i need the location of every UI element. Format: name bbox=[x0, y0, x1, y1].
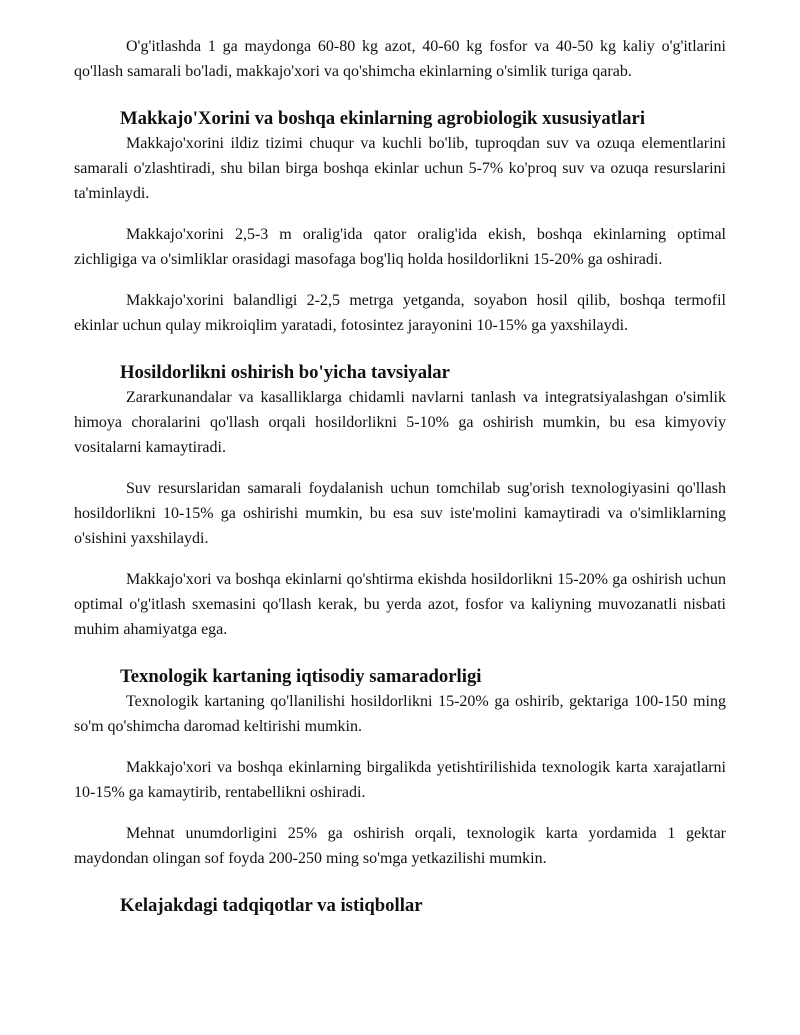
section-heading: Hosildorlikni oshirish bo'yicha tavsiyalar bbox=[120, 362, 450, 383]
paragraph: Mehnat unumdorligini 25% ga oshirish orqali, texnologik karta yordamida 1 gektar maydondan olingan sof foyda 200-250 ming so'mga yetkazilishi mumkin. bbox=[74, 825, 726, 867]
paragraph: Zararkunandalar va kasalliklarga chidamli navlarni tanlash va integratsiyalashgan o'simlik himoya choralarini qo'llash orqali hosildorlikni 5-10% ga oshirish mumkin, bu esa kimyoviy vositalarni kamaytiradi. bbox=[74, 389, 726, 456]
paragraph: Texnologik kartaning qo'llanilishi hosildorlikni 15-20% ga oshirib, gektariga 100-150 ming so'm qo'shimcha daromad keltirishi mumkin. bbox=[74, 693, 726, 735]
section-heading: Texnologik kartaning iqtisodiy samaradorligi bbox=[120, 666, 482, 687]
section-heading: Kelajakdagi tadqiqotlar va istiqbollar bbox=[120, 895, 423, 916]
paragraph: Makkajo'xorini 2,5-3 m oralig'ida qator oralig'ida ekish, boshqa ekinlarning optimal zichligiga va o'simliklar orasidagi masofaga bog'liq holda hosildorlikni 15-20% ga oshiradi. bbox=[74, 226, 726, 268]
paragraph: Makkajo'xori va boshqa ekinlarni qo'shtirma ekishda hosildorlikni 15-20% ga oshirish uchun optimal o'g'itlash sxemasini qo'llash kerak, bu yerda azot, fosfor va kaliyning muvozanatli nisbati muhim ahamiyatga ega. bbox=[74, 571, 726, 638]
paragraph: Makkajo'xorini ildiz tizimi chuqur va kuchli bo'lib, tuproqdan suv va ozuqa elementlarini samarali o'zlashtiradi, shu bilan birga boshqa ekinlar uchun 5-7% ko'proq suv va ozuqa resurslarini ta'minlaydi. bbox=[74, 135, 726, 202]
paragraph: Makkajo'xori va boshqa ekinlarning birgalikda yetishtirilishida texnologik karta xarajatlarni 10-15% ga kamaytirib, rentabellikni oshiradi. bbox=[74, 759, 726, 801]
paragraph: O'g'itlashda 1 ga maydonga 60-80 kg azot, 40-60 kg fosfor va 40-50 kg kaliy o'g'itlarini qo'llash samarali bo'ladi, makkajo'xori va qo'shimcha ekinlarning o'simlik turiga qarab. bbox=[74, 38, 726, 80]
section-heading: Makkajo'Xorini va boshqa ekinlarning agrobiologik xususiyatlari bbox=[120, 108, 646, 129]
paragraph: Suv resurslaridan samarali foydalanish uchun tomchilab sug'orish texnologiyasini qo'llash hosildorlikni 10-15% ga oshirishi mumkin, bu esa suv iste'molini kamaytiradi va o'simliklarning o'sishini yaxshilaydi. bbox=[74, 480, 726, 547]
paragraph: Makkajo'xorini balandligi 2-2,5 metrga yetganda, soyabon hosil qilib, boshqa termofil ekinlar uchun qulay mikroiqlim yaratadi, fotosintez jarayonini 10-15% ga yaxshilaydi. bbox=[74, 292, 726, 334]
document-page bbox=[74, 34, 726, 918]
